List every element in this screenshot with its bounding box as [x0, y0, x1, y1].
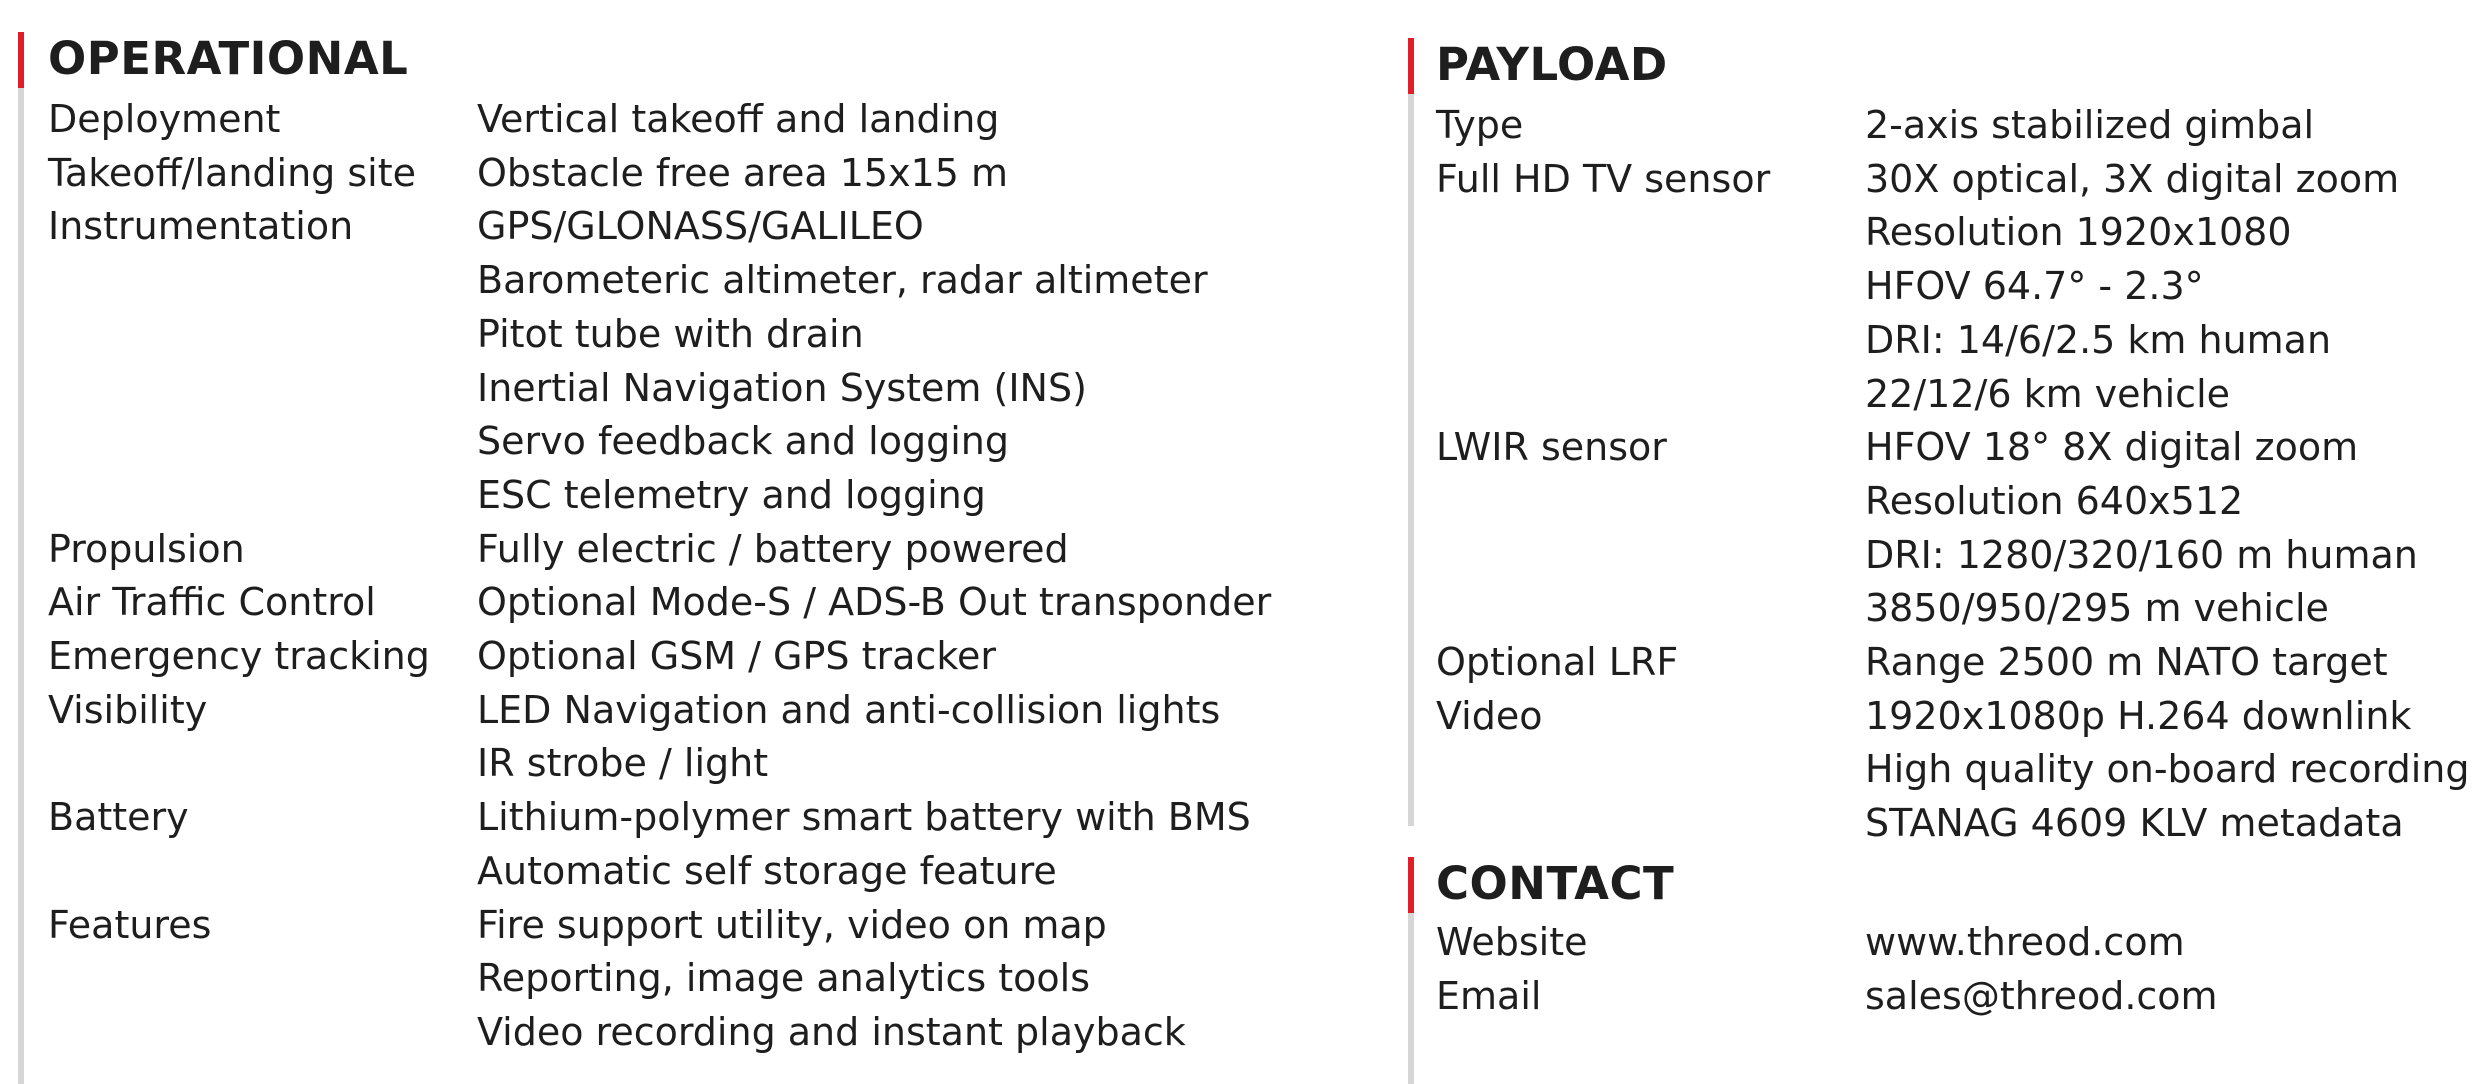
section-accent-bar	[1408, 857, 1414, 913]
spec-value: 1920x1080p H.264 downlink	[1865, 693, 2412, 738]
spec-row	[1436, 636, 2470, 690]
spec-value: Fully electric / battery powered	[477, 526, 1069, 571]
spec-values	[477, 630, 996, 684]
spec-row	[48, 630, 1271, 684]
spec-value: Lithium-polymer smart battery with BMS	[477, 795, 1251, 840]
spec-value: Vertical takeoff and landing	[477, 97, 1000, 141]
spec-label: Takeoff/landing site	[48, 150, 416, 195]
spec-label: Instrumentation	[48, 204, 354, 249]
section-rule	[18, 32, 24, 1084]
spec-row	[48, 200, 1271, 522]
spec-row	[1436, 421, 2470, 636]
spec-value: Inertial Navigation System (INS)	[477, 365, 1087, 410]
spec-values	[1865, 916, 2185, 970]
section-rule	[1408, 857, 1414, 1084]
spec-value: Obstacle free area 15x15 m	[477, 150, 1009, 195]
spec-value: ESC telemetry and logging	[477, 472, 986, 517]
spec-value: HFOV 18° 8X digital zoom	[1865, 425, 2359, 470]
spec-label: Emergency tracking	[48, 634, 430, 679]
spec-value: DRI: 14/6/2.5 km human	[1865, 317, 2332, 362]
spec-row	[48, 684, 1271, 791]
spec-values	[1865, 970, 2218, 1024]
spec-row	[48, 523, 1271, 577]
spec-value: High quality on-board recording	[1865, 747, 2470, 792]
section-title-operational: OPERATIONAL	[48, 32, 409, 85]
section-rule	[1408, 38, 1414, 826]
spec-label: Email	[1436, 973, 1542, 1018]
spec-label: Website	[1436, 920, 1588, 964]
spec-value: Fire support utility, video on map	[477, 902, 1107, 947]
spec-values	[477, 899, 1186, 1060]
spec-values	[1865, 99, 2314, 153]
spec-value: LED Navigation and anti-collision lights	[477, 687, 1221, 732]
spec-values	[477, 147, 1008, 201]
spec-values	[477, 93, 999, 147]
spec-label: Battery	[48, 795, 189, 840]
spec-value: HFOV 64.7° - 2.3°	[1865, 264, 2204, 309]
spec-row	[1436, 99, 2470, 153]
spec-value: Resolution 640x512	[1865, 478, 2244, 523]
spec-values	[1865, 421, 2418, 636]
spec-value: Automatic self storage feature	[477, 848, 1057, 893]
spec-values	[477, 576, 1271, 630]
spec-label: Deployment	[48, 97, 281, 141]
spec-label: LWIR sensor	[1436, 425, 1667, 470]
spec-row	[1436, 970, 2218, 1024]
spec-value: 2-axis stabilized gimbal	[1865, 103, 2315, 147]
spec-values	[477, 523, 1069, 577]
spec-value: Pitot tube with drain	[477, 311, 864, 356]
spec-value: 22/12/6 km vehicle	[1865, 371, 2231, 416]
section-accent-bar	[1408, 38, 1414, 94]
spec-row	[48, 899, 1271, 1060]
spec-value: Resolution 1920x1080	[1865, 210, 2292, 255]
spec-value: Optional Mode-S / ADS-B Out transponder	[477, 580, 1272, 625]
spec-value: Reporting, image analytics tools	[477, 956, 1091, 1001]
spec-value: www.threod.com	[1865, 920, 2185, 964]
spec-label: Full HD TV sensor	[1436, 156, 1771, 201]
spec-values	[1865, 153, 2399, 422]
spec-label: Air Traffic Control	[48, 580, 376, 625]
section-title-contact: CONTACT	[1436, 857, 1675, 910]
spec-value: IR strobe / light	[477, 741, 769, 786]
payload-spec-list	[1436, 99, 2470, 851]
spec-label: Visibility	[48, 687, 208, 732]
spec-value: sales@threod.com	[1865, 973, 2218, 1018]
spec-label: Features	[48, 902, 212, 947]
spec-label: Video	[1436, 693, 1543, 738]
spec-values	[1865, 690, 2470, 851]
spec-value: Servo feedback and logging	[477, 419, 1009, 464]
spec-value: STANAG 4609 KLV metadata	[1865, 801, 2404, 846]
spec-row	[1436, 916, 2218, 970]
section-accent-bar	[18, 32, 24, 88]
spec-row	[48, 576, 1271, 630]
spec-label: Type	[1436, 103, 1524, 147]
spec-value: Barometeric altimeter, radar altimeter	[477, 258, 1208, 303]
spec-values	[477, 684, 1220, 791]
spec-label: Propulsion	[48, 526, 245, 571]
section-title-payload: PAYLOAD	[1436, 38, 1668, 91]
spec-value: Video recording and instant playback	[477, 1009, 1186, 1054]
spec-values	[1865, 636, 2388, 690]
spec-value: 3850/950/295 m vehicle	[1865, 586, 2329, 631]
contact-spec-list	[1436, 916, 2218, 1023]
spec-value: 30X optical, 3X digital zoom	[1865, 156, 2400, 201]
operational-spec-list	[48, 93, 1271, 1060]
spec-value: Optional GSM / GPS tracker	[477, 634, 996, 679]
spec-label: Optional LRF	[1436, 640, 1679, 685]
spec-row	[1436, 690, 2470, 851]
spec-row	[48, 147, 1271, 201]
spec-row	[48, 791, 1271, 898]
spec-values	[477, 200, 1208, 522]
spec-value: GPS/GLONASS/GALILEO	[477, 204, 924, 249]
spec-values	[477, 791, 1251, 898]
spec-row	[1436, 153, 2470, 422]
spec-value: DRI: 1280/320/160 m human	[1865, 532, 2418, 577]
spec-value: Range 2500 m NATO target	[1865, 640, 2388, 685]
spec-row	[48, 93, 1271, 147]
